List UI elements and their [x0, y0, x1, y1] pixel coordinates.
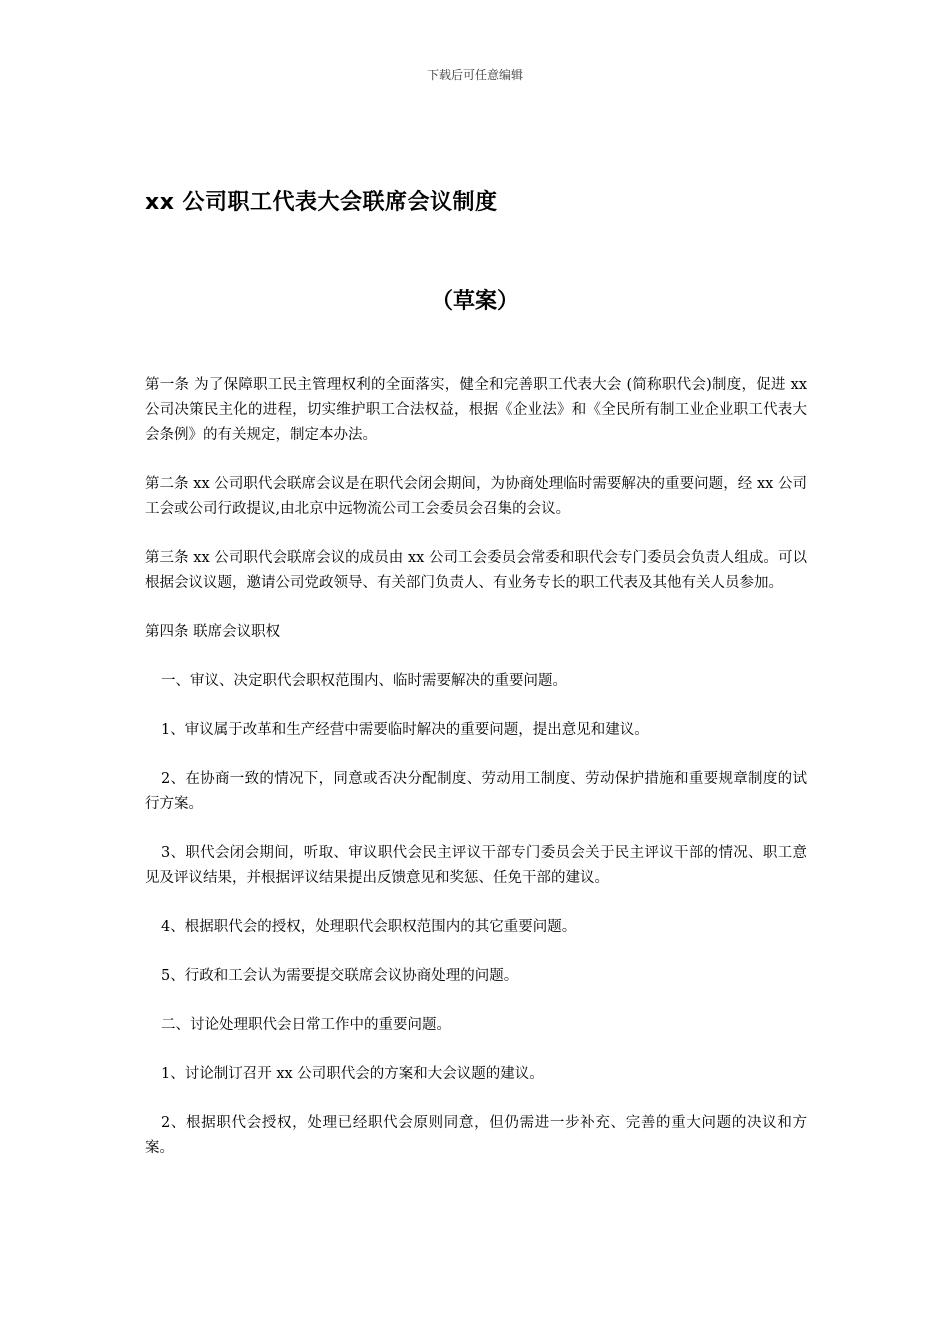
document-body [145, 373, 807, 1185]
section-1-item-3: 3、职代会闭会期间，听取、审议职代会民主评议干部专门委员会关于民主评议干部的情况、职工意见及评议结果，并根据评议结果提出反馈意见和奖惩、任免干部的建议。 [145, 845, 807, 886]
section-1-item-1: 1、审议属于改革和生产经营中需要临时解决的重要问题，提出意见和建议。 [161, 722, 649, 738]
section-2-item-1: 1、讨论制订召开 xx 公司职代会的方案和大会议题的建议。 [161, 1066, 544, 1082]
article-2: 第二条 xx 公司职代会联席会议是在职代会闭会期间，为协商处理临时需要解决的重要问题，经 xx 公司工会或公司行政提议,由北京中远物流公司工会委员会召集的会议。 [145, 476, 807, 517]
section-1-item-2: 2、在协商一致的情况下，同意或否决分配制度、劳动用工制度、劳动保护措施和重要规章制度的试行方案。 [145, 771, 807, 812]
page-header-note: 下载后可任意编辑 [426, 68, 523, 82]
section-1-item-4: 4、根据职代会的授权，处理职代会职权范围内的其它重要问题。 [161, 919, 577, 935]
section-1-item-5: 5、行政和工会认为需要提交联席会议协商处理的问题。 [161, 968, 519, 984]
article-3: 第三条 xx 公司职代会联席会议的成员由 xx 公司工会委员会常委和职代会专门委员会负责人组成。可以根据会议议题，邀请公司党政领导、有关部门负责人、有业务专长的职工代表及其他有关人员参加。 [145, 550, 807, 591]
section-1-heading: 一、审议、决定职代会职权范围内、临时需要解决的重要问题。 [161, 673, 567, 689]
article-4-heading: 第四条 联席会议职权 [145, 624, 281, 640]
document-title: xx 公司职工代表大会联席会议制度 [145, 190, 498, 215]
section-2-item-2: 2、根据职代会授权，处理已经职代会原则同意，但仍需进一步补充、完善的重大问题的决议和方案。 [145, 1115, 807, 1156]
article-1: 第一条 为了保障职工民主管理权利的全面落实，健全和完善职工代表大会 (简称职代会)制度，促进 xx 公司决策民主化的进程，切实维护职工合法权益，根据《企业法》和《全民所有制工业企业职工代表大会条例》的有关规定，制定本办法。 [145, 377, 807, 443]
document-subtitle: （草案） [430, 289, 519, 314]
section-2-heading: 二、讨论处理职代会日常工作中的重要问题。 [161, 1017, 451, 1033]
